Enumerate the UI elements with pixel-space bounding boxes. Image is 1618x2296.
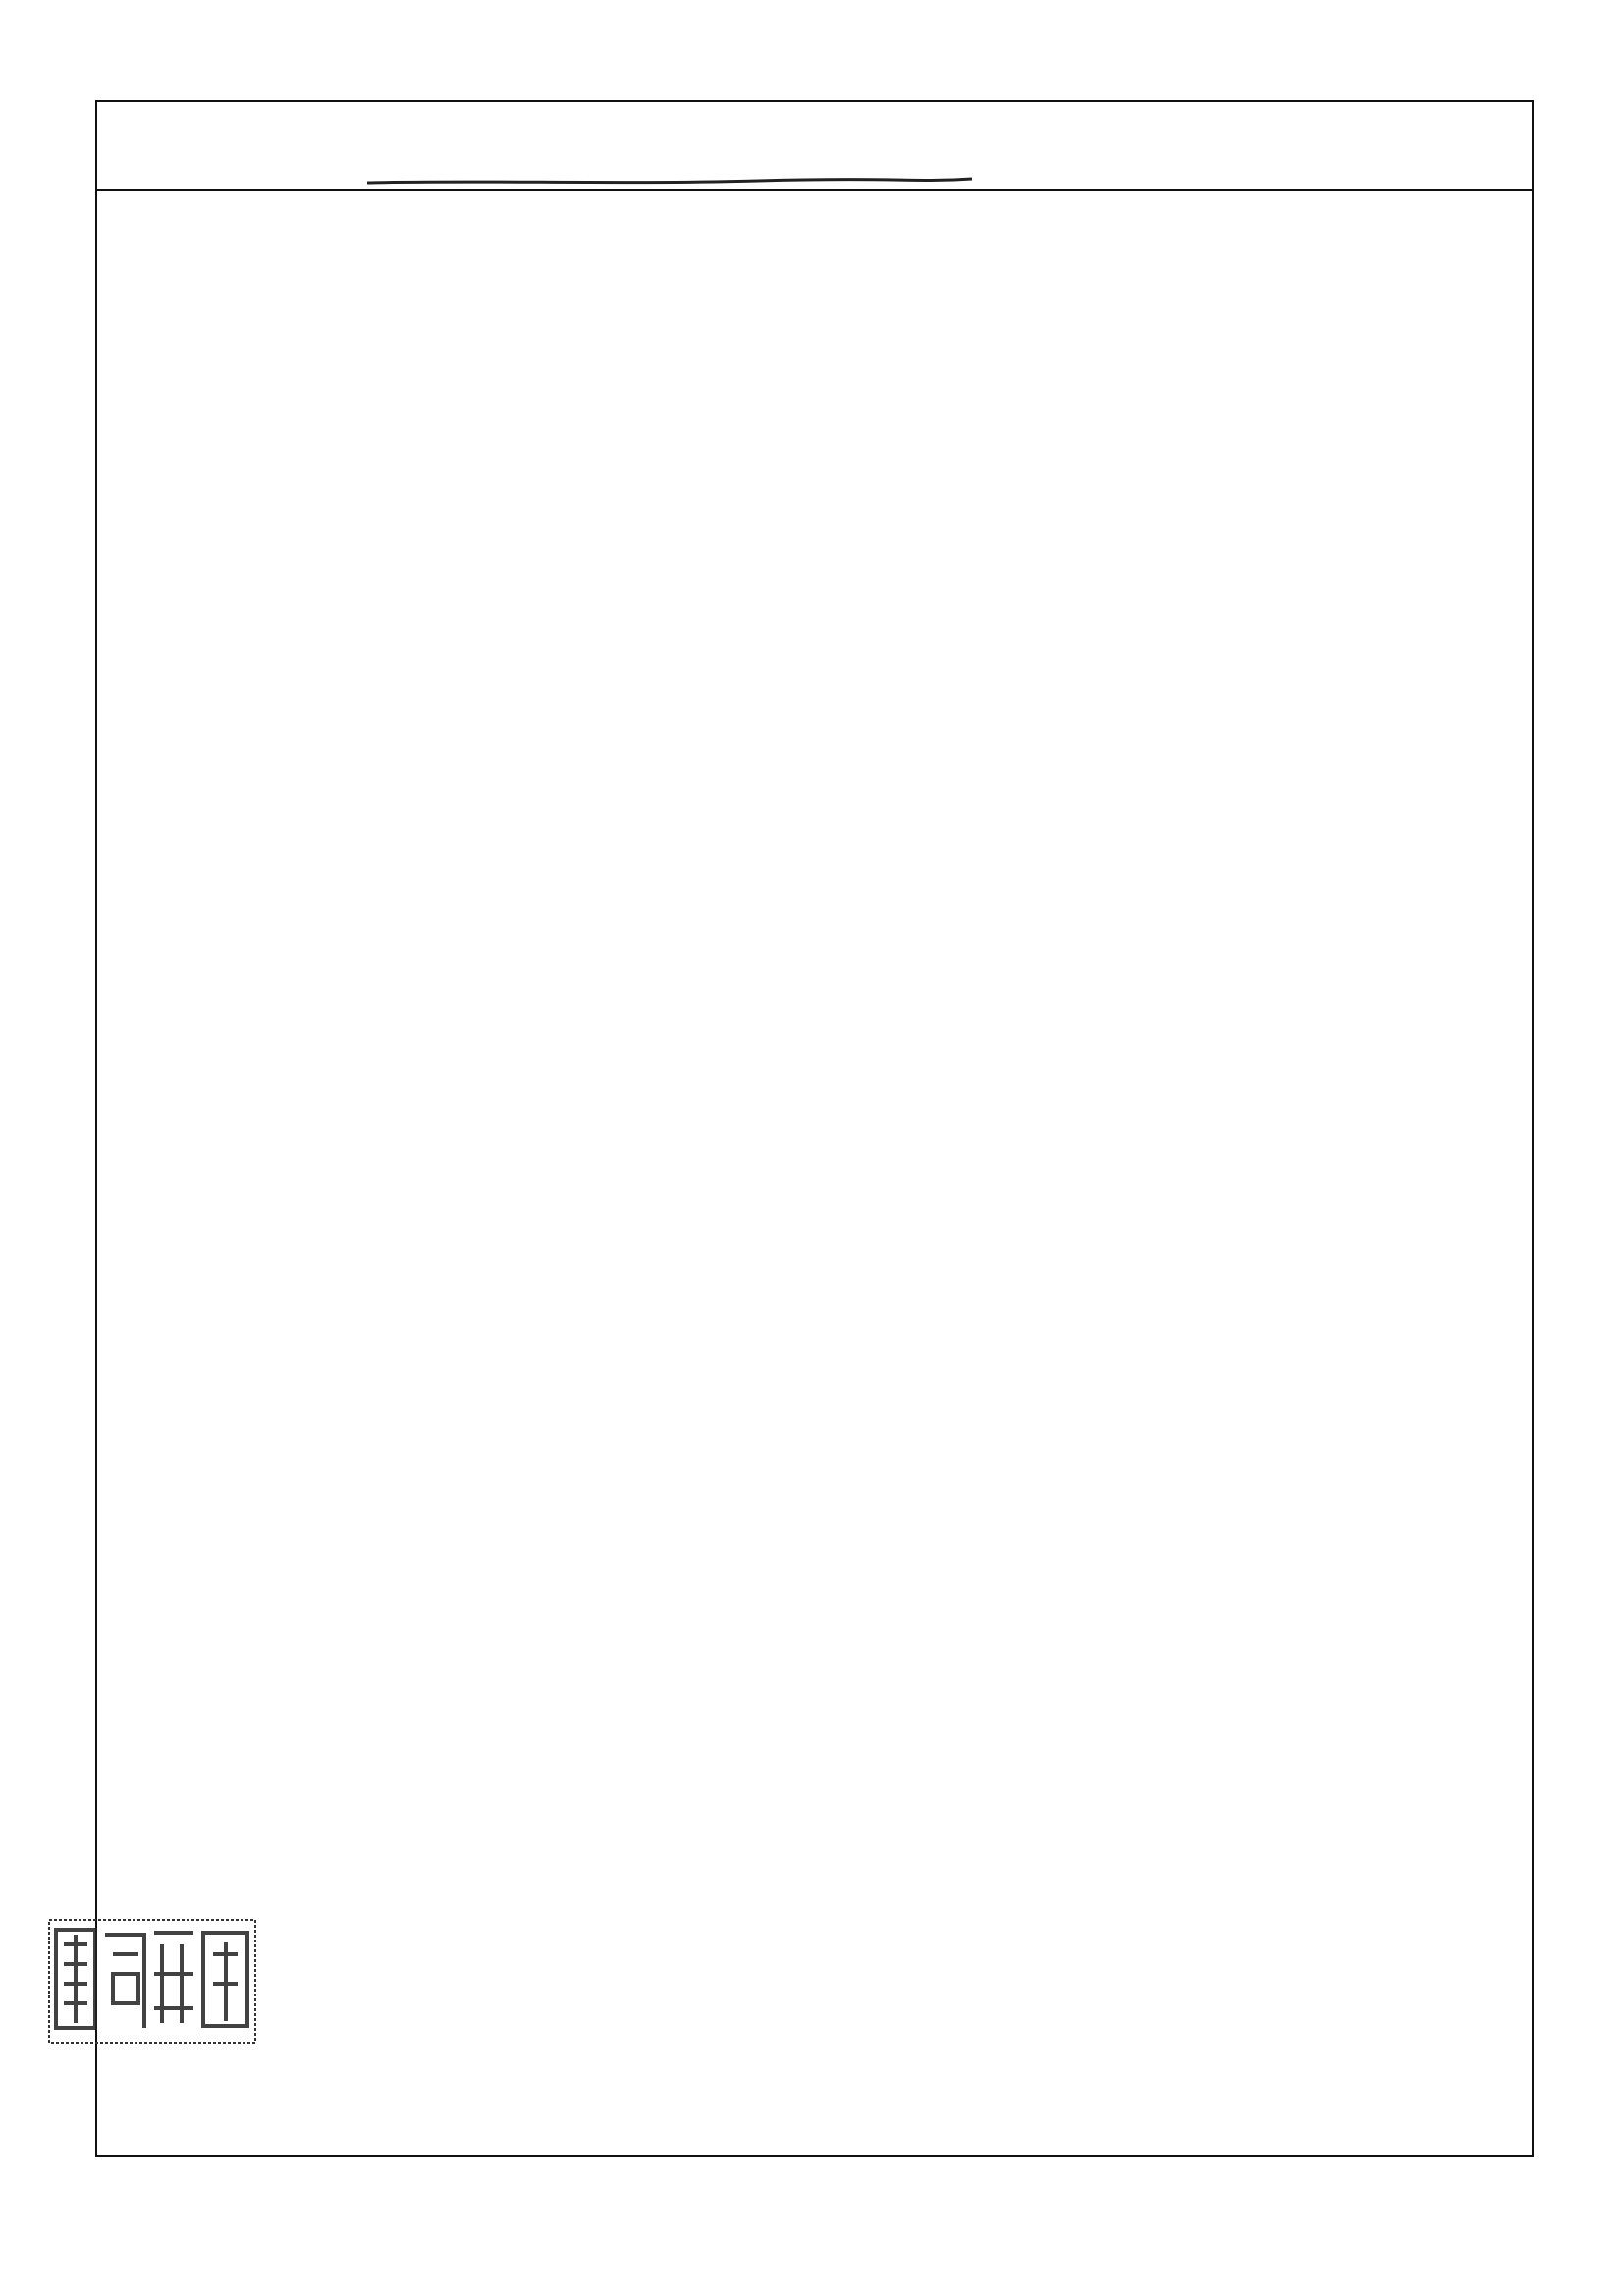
- official-seal-stamp: [44, 1915, 260, 2048]
- document-frame: [95, 100, 1534, 2157]
- title-bar: [95, 100, 1534, 191]
- title-pen-underline: [365, 177, 974, 187]
